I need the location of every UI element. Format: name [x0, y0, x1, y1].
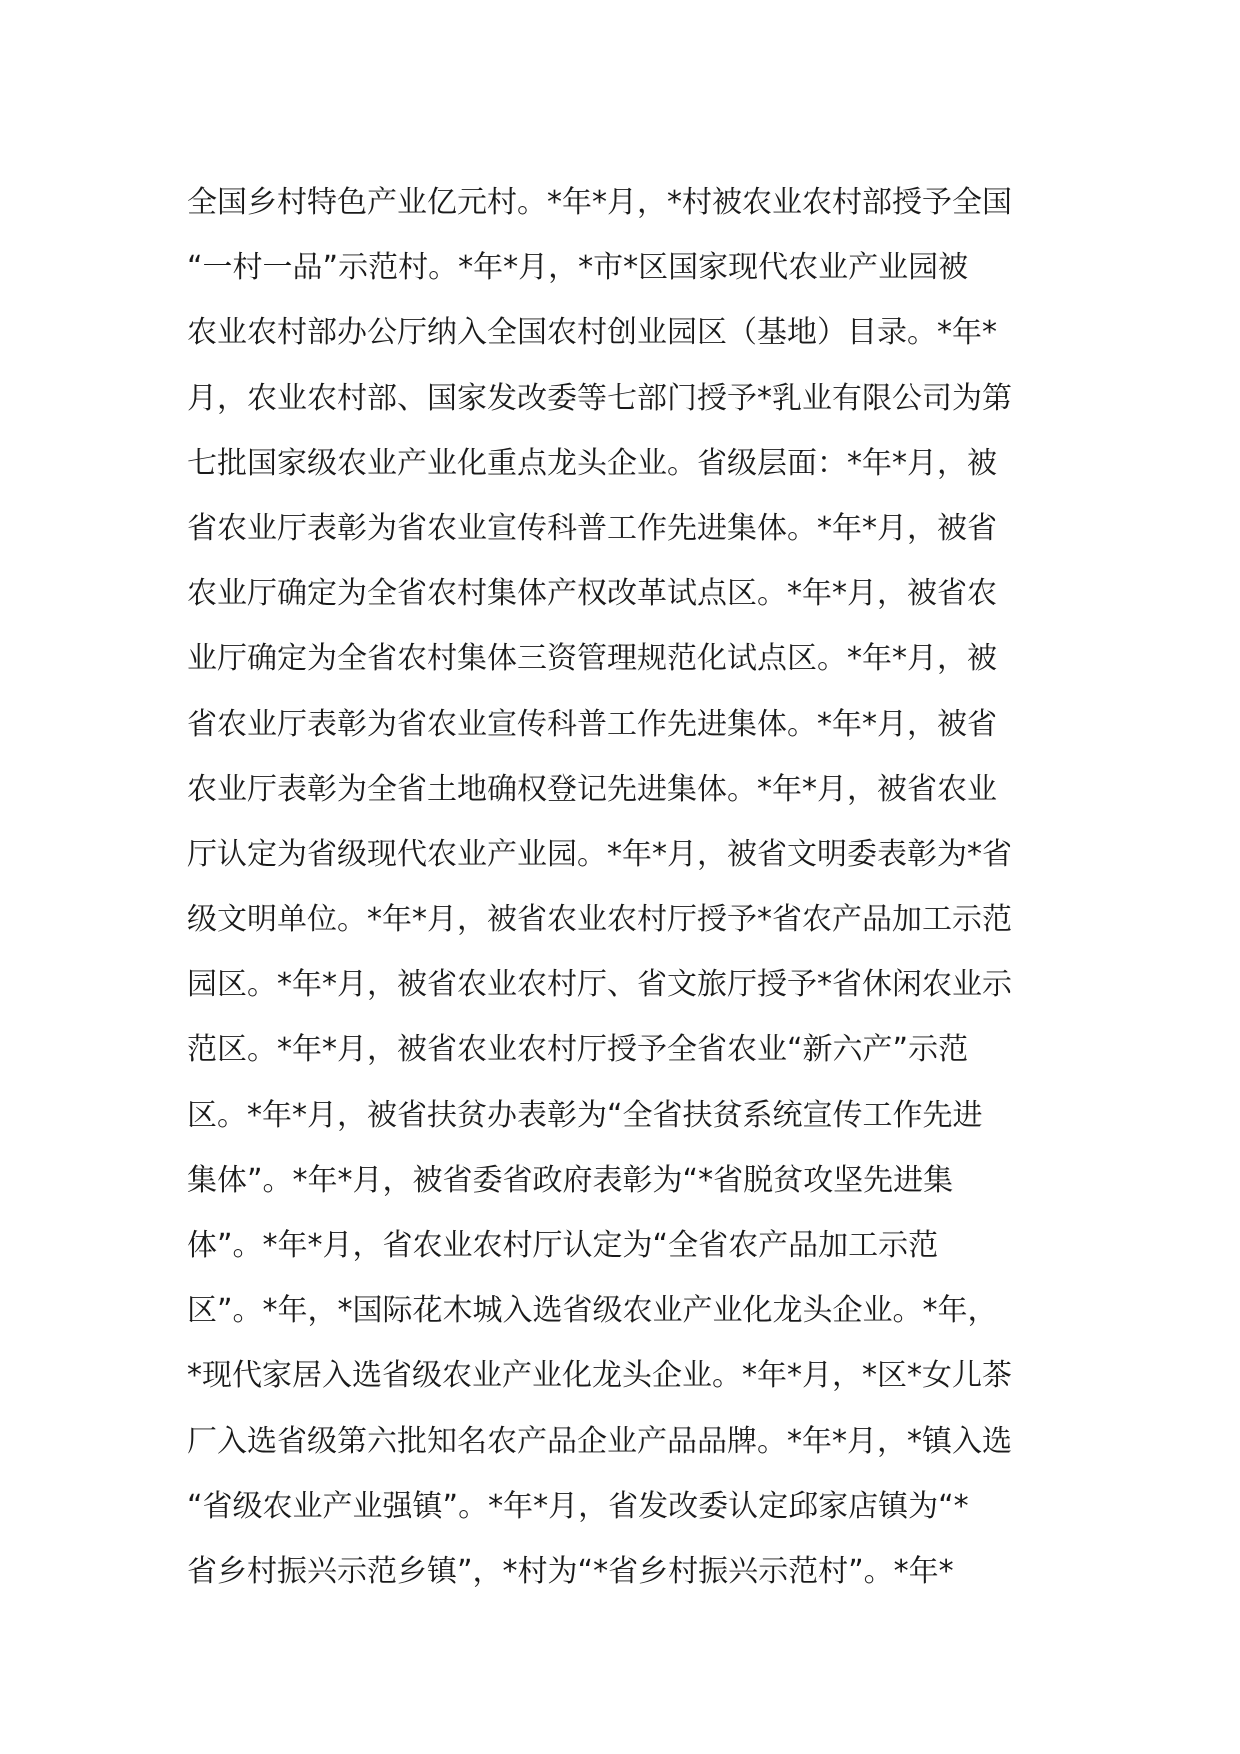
- text-line: 厂入选省级第六批知名农产品企业产品品牌。*年*月，*镇入选: [187, 1423, 1012, 1459]
- text-line: 级文明单位。*年*月，被省农业农村厅授予*省农产品加工示范: [187, 902, 1012, 938]
- text-line: 省农业厅表彰为省农业宣传科普工作先进集体。*年*月，被省: [187, 706, 997, 742]
- text-line: 业厅确定为全省农村集体三资管理规范化试点区。*年*月，被: [187, 641, 997, 677]
- text-line: 区。*年*月，被省扶贫办表彰为“全省扶贫系统宣传工作先进: [187, 1097, 983, 1133]
- text-line: 农业厅确定为全省农村集体产权改革试点区。*年*月，被省农: [187, 576, 997, 612]
- text-line: “省级农业产业强镇”。*年*月，省发改委认定邱家店镇为“*: [187, 1488, 969, 1524]
- text-line: 全国乡村特色产业亿元村。*年*月，*村被农业农村部授予全国: [187, 185, 1012, 220]
- text-line: 农业农村部办公厅纳入全国农村创业园区（基地）目录。*年*: [187, 315, 997, 351]
- text-line: *现代家居入选省级农业产业化龙头企业。*年*月，*区*女儿茶: [187, 1358, 1012, 1394]
- text-line: “一村一品”示范村。*年*月，*市*区国家现代农业产业园被: [187, 250, 969, 286]
- text-line: 省农业厅表彰为省农业宣传科普工作先进集体。*年*月，被省: [187, 510, 997, 546]
- text-line: 厅认定为省级现代农业产业园。*年*月，被省文明委表彰为*省: [187, 836, 1012, 872]
- body-text: [187, 170, 1067, 1604]
- text-line: 范区。*年*月，被省农业农村厅授予全省农业“新六产”示范: [187, 1032, 969, 1068]
- text-line: 区”。*年，*国际花木城入选省级农业产业化龙头企业。*年，: [187, 1293, 998, 1329]
- text-line: 集体”。*年*月，被省委省政府表彰为“*省脱贫攻坚先进集: [187, 1162, 954, 1198]
- text-line: 园区。*年*月，被省农业农村厅、省文旅厅授予*省休闲农业示: [187, 967, 1012, 1003]
- text-line: 月，农业农村部、国家发改委等七部门授予*乳业有限公司为第: [187, 380, 1012, 416]
- text-line: 七批国家级农业产业化重点龙头企业。省级层面：*年*月，被: [187, 445, 997, 481]
- text-line: 省乡村振兴示范乡镇”，*村为“*省乡村振兴示范村”。*年*: [187, 1553, 954, 1589]
- text-line: 农业厅表彰为全省土地确权登记先进集体。*年*月，被省农业: [187, 771, 997, 807]
- text-line: 体”。*年*月，省农业农村厅认定为“全省农产品加工示范: [187, 1228, 939, 1263]
